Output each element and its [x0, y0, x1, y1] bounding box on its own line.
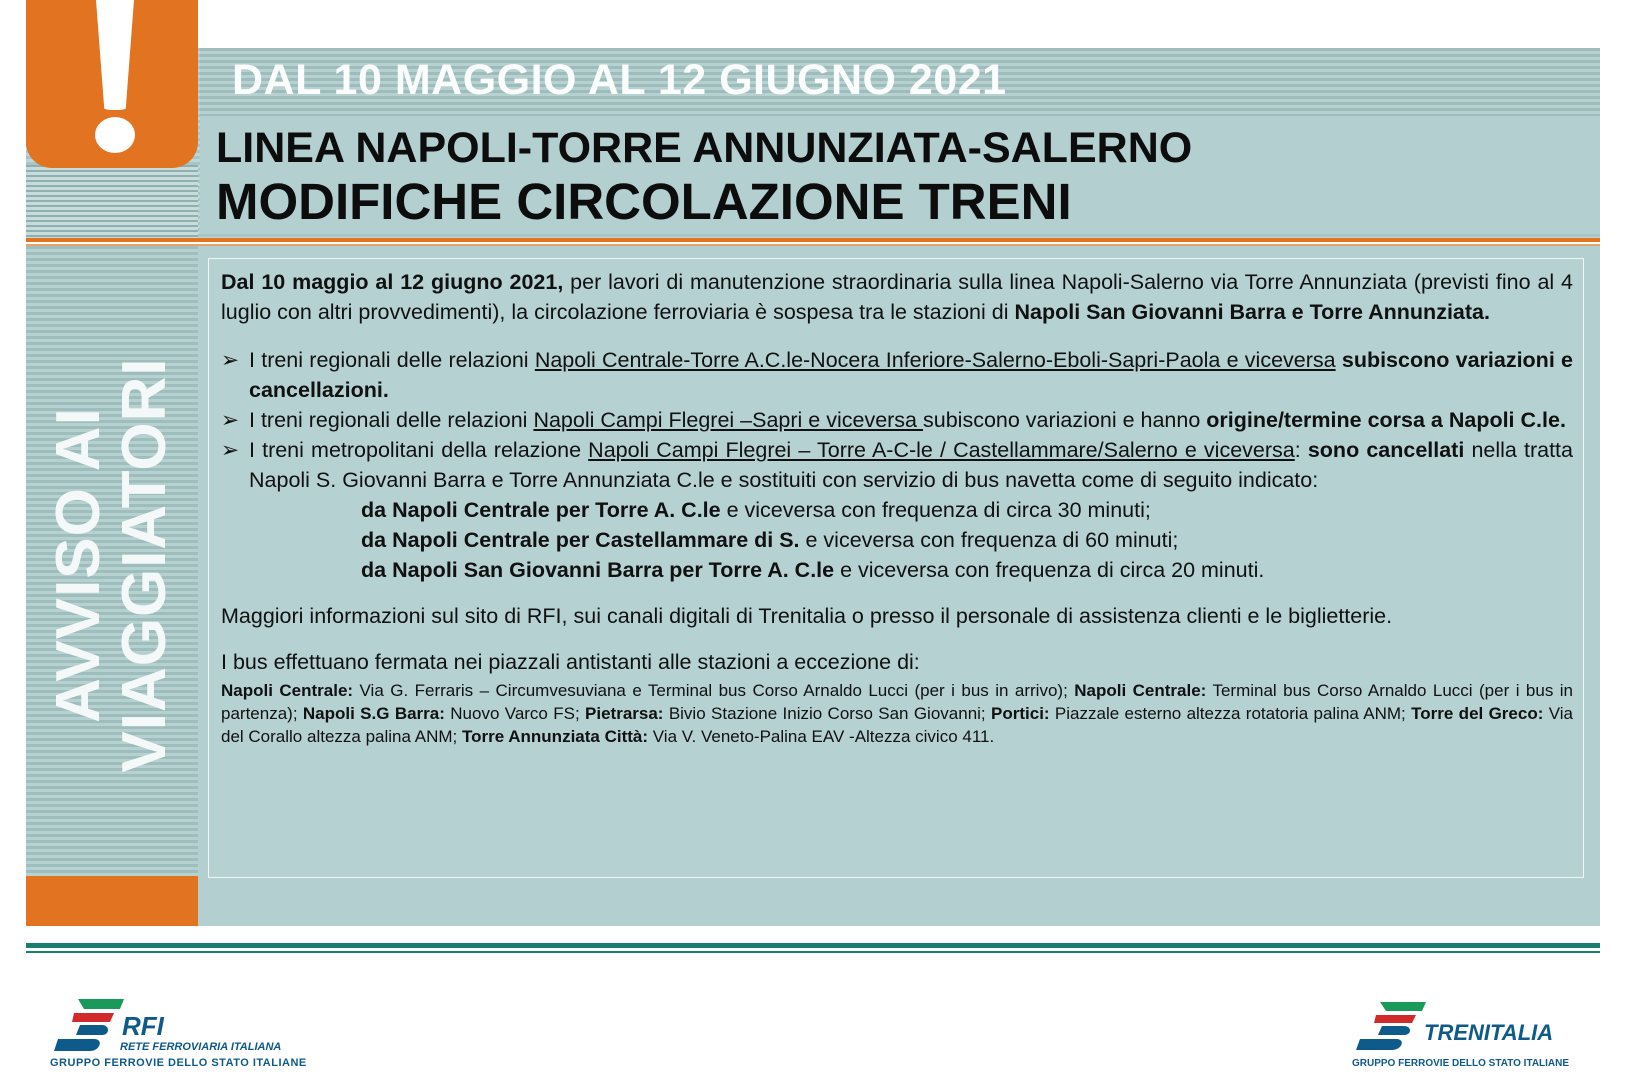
shuttle-item	[361, 555, 1573, 585]
stop-station: Torre del Greco:	[1411, 704, 1544, 723]
bullet-emphasis: subiscono variazioni e cancellazioni.	[249, 348, 1573, 402]
side-heading	[46, 285, 178, 845]
line-title: LINEA NAPOLI-TORRE ANNUNZIATA-SALERNO	[216, 124, 1193, 172]
trenitalia-logo	[1352, 998, 1592, 1074]
route-name: Napoli Centrale-Torre A.C.le-Nocera Inferiore-Salerno-Eboli-Sapri-Paola e viceversa	[534, 348, 1336, 372]
shuttle-route: da Napoli Centrale per Castellammare di S.	[361, 528, 800, 552]
arrow-icon: ➢	[221, 438, 240, 462]
shuttle-list	[221, 495, 1573, 585]
divider-orange	[26, 238, 1600, 242]
stop-station: Portici:	[991, 704, 1050, 723]
footer-divider-thin	[26, 951, 1600, 953]
stop-place: Terminal bus Corso Arnaldo Lucci (per i bus in partenza);	[221, 681, 1573, 723]
fs-logo-icon	[1352, 998, 1432, 1056]
side-heading-line1: AVVISO AI	[44, 407, 113, 723]
shuttle-route: da Napoli Centrale per Torre A. C.le	[361, 498, 721, 522]
bullet-list	[221, 345, 1573, 495]
stop-station: Pietrarsa:	[585, 704, 664, 723]
warning-icon	[26, 0, 198, 168]
shuttle-route: da Napoli San Giovanni Barra per Torre A. C.le	[361, 558, 835, 582]
arrow-icon: ➢	[221, 408, 240, 432]
intro-paragraph	[221, 267, 1573, 327]
side-heading-line2: VIAGGIATORI	[110, 357, 179, 773]
arrow-icon: ➢	[221, 348, 240, 372]
shuttle-frequency: e viceversa con frequenza di circa 20 minuti.	[834, 558, 1265, 582]
stop-place: Via V. Veneto-Palina EAV -Altezza civico 411.	[648, 727, 995, 746]
page-title: MODIFICHE CIRCOLAZIONE TRENI	[216, 173, 1072, 230]
exclamation-bar	[96, 0, 134, 110]
bus-intro: I bus effettuano fermata nei piazzali antistanti alle stazioni a eccezione di:	[221, 650, 920, 674]
stop-station: Napoli S.G Barra:	[302, 704, 445, 723]
bullet-text: subiscono variazioni e hanno	[923, 408, 1207, 432]
shuttle-item	[361, 525, 1573, 555]
notice-body	[208, 258, 1584, 878]
bullet-text: I treni metropolitani della relazione	[249, 438, 589, 462]
exclamation-dot	[95, 117, 135, 153]
trenitalia-name: TRENITALIA	[1424, 1020, 1554, 1045]
shuttle-item	[361, 495, 1573, 525]
bullet-text: :	[1294, 438, 1308, 462]
rfi-subtitle: RETE FERROVIARIA ITALIANA	[120, 1041, 282, 1053]
stop-station: Torre Annunziata Città:	[461, 727, 649, 746]
bus-stops	[221, 679, 1573, 748]
stop-station: Napoli Centrale:	[221, 681, 354, 700]
stop-place: Via G. Ferraris – Circumvesuviana e Terminal bus Corso Arnaldo Lucci (per i bus in arrivo);	[353, 681, 1075, 700]
left-stripes	[26, 165, 198, 238]
rfi-name: RFI	[122, 1011, 164, 1041]
bullet-text: nella tratta Napoli S. Giovanni Barra e Torre Annunziata C.le e sostituiti con servizio di bus navetta come di seguito indicato:	[249, 438, 1573, 492]
route-name: Napoli Campi Flegrei – Torre A-C-le / Castellammare/Salerno e viceversa	[588, 438, 1295, 462]
stop-place: Bivio Stazione Inizio Corso San Giovanni;	[663, 704, 992, 723]
date-title: DAL 10 MAGGIO AL 12 GIUGNO 2021	[232, 56, 1007, 104]
list-item	[221, 345, 1573, 405]
bullet-emphasis: origine/termine corsa a Napoli C.le.	[1206, 408, 1566, 432]
footer-divider	[26, 943, 1600, 948]
route-name: Napoli Campi Flegrei –Sapri e viceversa	[533, 408, 923, 432]
shuttle-frequency: e viceversa con frequenza di 60 minuti;	[799, 528, 1179, 552]
stop-station: Napoli Centrale:	[1074, 681, 1207, 700]
rfi-group: GRUPPO FERROVIE DELLO STATO ITALIANE	[50, 1057, 307, 1069]
stop-place: Nuovo Varco FS;	[444, 704, 586, 723]
bullet-emphasis: sono cancellati	[1307, 438, 1465, 462]
intro-date: Dal 10 maggio al 12 giugno 2021,	[221, 270, 564, 294]
side-orange-block	[26, 876, 198, 926]
intro-text: per lavori di manutenzione straordinaria sulla linea Napoli-Salerno via Torre Annunziata (previsti fino al 4 luglio con altri provvedimenti), la circolazione ferroviaria è sospesa tra le stazioni di	[221, 270, 1574, 324]
stop-place: Via del Corallo altezza palina ANM;	[221, 704, 1574, 746]
list-item	[221, 435, 1573, 495]
trenitalia-group: GRUPPO FERROVIE DELLO STATO ITALIANE	[1352, 1058, 1570, 1069]
shuttle-frequency: e viceversa con frequenza di circa 30 minuti;	[720, 498, 1151, 522]
more-info: Maggiori informazioni sul sito di RFI, sui canali digitali di Trenitalia o presso il personale di assistenza clienti e le biglietterie.	[221, 604, 1393, 628]
fs-logo-icon	[50, 995, 130, 1057]
intro-stations: Napoli San Giovanni Barra e Torre Annunziata.	[1014, 300, 1490, 324]
list-item	[221, 405, 1573, 435]
stop-place: Piazzale esterno altezza rotatoria palina ANM;	[1049, 704, 1412, 723]
bullet-text: I treni regionali delle relazioni	[249, 408, 534, 432]
rfi-logo	[50, 995, 330, 1075]
bullet-text: I treni regionali delle relazioni	[249, 348, 535, 372]
